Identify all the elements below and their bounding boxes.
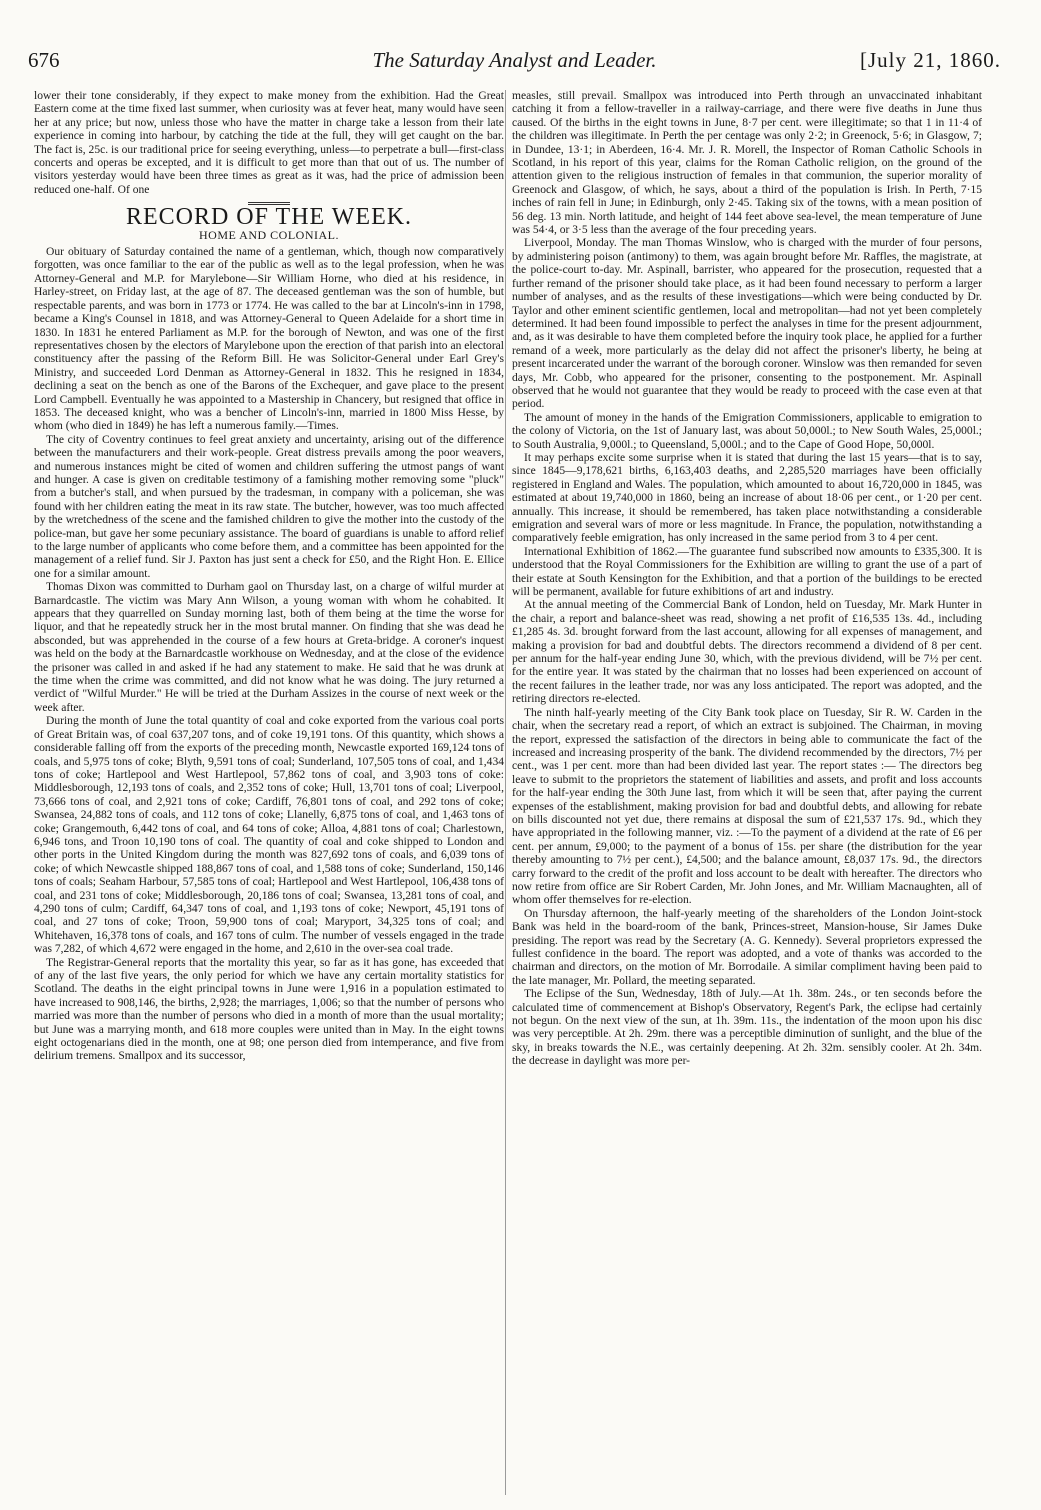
intro-paragraph: lower their tone considerably, if they expect to make money from the exhibition. Had the Great Eastern come at the time fixed last summer, when curiosity was at fever heat, many would have seen her at any price; but now, unless those who have the matter in charge take a lesson from their late experience in coming into harbour, by catching the tide at the full, they will get caught on the bar. The fact is, 25c. is our traditional price for seeing everything, unless—to perpetrate a bull—first-class concerts and operas be excepted, and it is difficult to get more than that out of us. The number of visitors yesterday would have been three times as great as it was, had the price of admission been reduced one-half. Of one bbox=[34, 90, 504, 196]
article-paragraph: Liverpool, Monday. The man Thomas Winslow, who is charged with the murder of four persons, by administering poison (antimony) to them, was again brought before Mr. Raffles, the magistrate, at the police-court to-day. Mr. Aspinall, barrister, who appeared for the prosecution, requested that a further remand of the prisoner should take place, as it had been found necessary to perform a larger number of analyses, and as the results of these investigations—which were being conducted by Dr. Taylor and other eminent scientific gentlemen, local and metropolitan—had not yet been completely determined. It had been found impossible to perfect the analyses in time for the present adjournment, and, as it was desirable to have them completed before the inquiry took place, he applied for a further remand of a week, more particularly as the delay did not affect the prisoner's liberty, he being at present incarcerated under the warrant of the borough coroner. Winslow was then remanded for seven days, Mr. Cobb, who appeared for the prisoner, consenting to the postponement. Mr. Aspinall observed that he would not guarantee that they would be ready to proceed with the case even at that period. bbox=[512, 237, 982, 411]
page-number: 676 bbox=[28, 48, 60, 72]
article-paragraph: The city of Coventry continues to feel great anxiety and uncertainty, arising out of the difference between the manufacturers and their work-people. Great distress prevails among the poor weavers, and numerous instances might be cited of women and children suffering the utmost pangs of want and hunger. A case is given on creditable testimony of a famishing mother removing some "pluck" from a butcher's stall, and when pursued by the tradesman, in company with a policeman, she was found with her children eating the meat in its raw state. The butcher, however, was too much affected by the wretchedness of the scene and the famished children to give the mother into the custody of the police-man, but gave her some pecuniary assistance. The board of guardians is unable to afford relief to the large number of applicants who come before them, and a committee has been appointed for the management of a relief fund. Sir J. Paxton has just sent a check for £50, and the Right Hon. E. Ellice one for a similar amount. bbox=[34, 433, 504, 580]
article-paragraph: International Exhibition of 1862.—The guarantee fund subscribed now amounts to £335,300. It is understood that the Royal Commissioners for the Exhibition are willing to grant the use of a part of their estate at South Kensington for the Exhibition, and that a portion of the buildings to be erected will be permanent, available for future exhibitions of art and industry. bbox=[512, 545, 982, 599]
section-title: RECORD OF THE WEEK. bbox=[125, 204, 413, 231]
section-subtitle: HOME AND COLONIAL. bbox=[199, 227, 339, 242]
article-paragraph: The amount of money in the hands of the Emigration Commissioners, applicable to emigration to the colony of Victoria, on the 1st of January last, was about 50,000l.; to New South Wales, 25,000l.; to South Australia, 9,000l.; to Queensland, 5,000l.; and to the Cape of Good Hope, 50,000l. bbox=[512, 411, 982, 451]
right-column bbox=[512, 90, 982, 1495]
article-paragraph: At the annual meeting of the Commercial Bank of London, held on Tuesday, Mr. Mark Hunter in the chair, a report and balance-sheet was read, showing a net profit of £16,535 13s. 4d., including £1,285 4s. 3d. brought forward from the last account, allowing for all expenses of management, and making a provision for bad and doubtful debts. The directors recommend a dividend of 8 per cent. per annum for the half-year ending June 30, which, with the previous dividend, will be 7½ per cent. for the entire year. It was stated by the chairman that no losses had been experienced on account of the recent failures in the leather trade, nor was any loss anticipated. The report was adopted, and the retiring directors re-elected. bbox=[512, 599, 982, 706]
running-title: The Saturday Analyst and Leader. bbox=[372, 48, 657, 72]
article-paragraph: Our obituary of Saturday contained the name of a gentleman, which, though now comparatively forgotten, was once familiar to the ear of the public as well as to the legal profession, when he was Attorney-General and M.P. for Marylebone—Sir William Horne, who died at his residence, in Harley-street, on Friday last, at the age of 87. The deceased gentleman was the son of humble, but respectable parents, and was born in 1773 or 1774. He was called to the bar at Lincoln's-inn in 1798, became a King's Counsel in 1818, and was Attorney-General to Queen Adelaide for a short time in 1830. In 1831 he entered Parliament as M.P. for the borough of Newton, and was one of the first representatives chosen by the electors of Marylebone upon the erection of that parish into an electoral constituency after the passing of the Reform Bill. He was Solicitor-General under Earl Grey's Ministry, and succeeded Lord Denman as Attorney-General in 1832. This he resigned in 1834, declining a seat on the bench as one of the Barons of the Exchequer, and gave place to the present Lord Campbell. Eventually he was appointed to a Mastership in Chancery, but resigned that office in 1853. The deceased knight, who was a bencher of Lincoln's-inn, married in 1800 Miss Hesse, by whom (who died in 1849) he has left a numerous family.—Times. bbox=[34, 246, 504, 433]
article-paragraph: The ninth half-yearly meeting of the City Bank took place on Tuesday, Sir R. W. Carden in the chair, when the secretary read a report, of which an extract is subjoined. The Chairman, in moving the report, expressed the satisfaction of the directors in being able to communicate the fact of the increased and increasing prosperity of the bank. The dividend recommended by the directors, 7½ per cent., was 1 per cent. more than had been divided last year. The report states :— The directors beg leave to submit to the proprietors the statement of liabilities and assets, and profit and loss accounts for the half-year ending the 30th June last, from which it will be seen that, after paying the current expenses of the establishment, making provision for bad and doubtful debts, and allowing for rebate on bills discounted not yet due, there remains at disposal the sum of £21,537 17s. 9d., which they have appropriated in the following manner, viz. :—To the payment of a dividend at the rate of £6 per cent. per annum, £9,000; to the payment of a bonus of 15s. per share (the distribution for the year thereby amounting to 7½ per cent.), £4,500; and the balance amount, £8,037 17s. 9d., the directors carry forward to the credit of the profit and loss account to be dealt with hereafter. The directors who now retire from office are Sir Robert Carden, Mr. John Jones, and Mr. William Macnaughten, all of whom offer themselves for re-election. bbox=[512, 706, 982, 907]
column-divider bbox=[505, 90, 506, 1495]
article-paragraph: On Thursday afternoon, the half-yearly meeting of the shareholders of the London Joint-stock Bank was held in the board-room of the bank, Princes-street, Mansion-house, Sir James Duke presiding. The report was read by the Secretary (A. G. Kennedy). Several proprietors expressed the fullest confidence in the board. The report was adopted, and a vote of thanks was accorded to the chairman and directors, on the motion of Mr. Borrodaile. A similar compliment having been paid to the late manager, Mr. Pollard, the meeting separated. bbox=[512, 907, 982, 987]
article-paragraph: During the month of June the total quantity of coal and coke exported from the various coal ports of Great Britain was, of coal 637,207 tons, and of coke 19,191 tons. Of this quantity, which shows a considerable falling off from the exports of the preceding month, Newcastle exported 169,124 tons of coals, and 5,975 tons of coke; Blyth, 9,591 tons of coal; Sunderland, 107,505 tons of coal, and 1,434 tons of coke; Hartlepool and West Hartlepool, 57,862 tons of coal, and 3,903 tons of coke: Middlesborough, 12,193 tons of coals, and 2,352 tons of coke; Hull, 13,701 tons of coal; Liverpool, 73,666 tons of coal, and 2,921 tons of coke; Cardiff, 76,801 tons of coal, and 292 tons of coke; Swansea, 24,882 tons of coals, and 112 tons of coke; Llanelly, 6,875 tons of coal, and 1,463 tons of coke; Grangemouth, 6,442 tons of coal, and 64 tons of coke; Alloa, 4,881 tons of coal; Charlestown, 6,946 tons, and Troon 10,190 tons of coal. The quantity of coal and coke shipped to London and other ports in the United Kingdom during the month was 827,692 tons of coals, and 6,039 tons of coke; of which Newcastle shipped 188,867 tons of coal, and 1,588 tons of coke; Sunderland, 150,146 tons of coals; Seaham Harbour, 57,585 tons of coal; Hartlepool and West Hartlepool, 106,438 tons of coal, and 231 tons of coke; Middlesborough, 20,186 tons of coal; Swansea, 13,281 tons of coal, and 4,290 tons of culm; Cardiff, 64,347 tons of coal, and 1,193 tons of coke; Newport, 45,191 tons of coal, and 27 tons of coke; Troon, 59,900 tons of coal; Maryport, 34,325 tons of coal; and Whitehaven, 16,378 tons of coals, and 167 tons of culm. The number of vessels engaged in the trade was 7,282, of which 4,672 were engaged in the home, and 2,610 in the over-sea coal trade. bbox=[34, 715, 504, 956]
article-paragraph: It may perhaps excite some surprise when it is stated that during the last 15 years—that is to say, since 1845—9,178,621 births, 6,163,403 deaths, and 2,285,520 marriages have been officially registered in England and Wales. The population, which amounted to about 16,720,000 in 1845, was estimated at about 19,740,000 in 1860, being an increase of about 18·06 per cent., or 1·20 per cent. annually. This increase, it should be remembered, has taken place notwithstanding a considerable emigration and several wars of more or less magnitude. In France, the population, notwithstanding a comparatively feeble emigration, has only increased in the same period from 3 to 4 per cent. bbox=[512, 451, 982, 545]
article-paragraph: The Registrar-General reports that the mortality this year, so far as it has gone, has exceeded that of any of the last five years, the only period for which we have any certain mortality statistics for Scotland. The deaths in the eight principal towns in June were 1,916 in a population estimated to have increased to 908,146, the births, 2,928; the marriages, 1,006; so that the number of persons who married was more than the number of persons who died in a month of more than the usual mortality; but June was a marrying month, and 618 more couples were united than in May. In the eight towns eight octogenarians died in the month, one at 98; one person died from intemperance, and five from delirium tremens. Smallpox and its successor, bbox=[34, 956, 504, 1063]
article-paragraph: measles, still prevail. Smallpox was introduced into Perth through an unvaccinated inhabitant catching it from a fellow-traveller in a railway-carriage, and there were five deaths in June thus caused. Of the births in the eight towns in June, 8·7 per cent. were illegitimate; so that 1 in 11·4 of the children was illegitimate. In Perth the per centage was only 2·2; in Greenock, 5·6; in Glasgow, 7; in Dundee, 13·1; in Aberdeen, 16·4. Mr. J. R. Morell, the Inspector of Roman Catholic Schools in Scotland, in his report of this year, claims for the Roman Catholic religion, on the ground of the attention given to the religious instruction of females in that communion, the superior morality of Greenock and Glasgow, of which, he says, about a third of the population is Irish. In Perth, 7·15 inches of rain fell in June; in Edinburgh, only 2·45. Taking six of the towns, with a mean position of 56 deg. 13 min. North latitude, and height of 144 feet above sea-level, the mean temperature of June was 54·4, or 3·5 less than the average of the four preceding years. bbox=[512, 90, 982, 237]
issue-date: [July 21, 1860. bbox=[860, 48, 1001, 72]
article-paragraph: Thomas Dixon was committed to Durham gaol on Thursday last, on a charge of wilful murder at Barnardcastle. The victim was Mary Ann Wilson, a young woman with whom he cohabited. It appears that they quarrelled on Sunday morning last, both of them being at the time the worse for liquor, and that he repeatedly struck her in the most brutal manner. On finding that she was dead he absconded, but was apprehended in the course of a few hours at Greta-bridge. A coroner's inquest was held on the body at the Barnardcastle workhouse on Wednesday, and at the close of the evidence the prisoner was called in and asked if he had any statement to make. He said that he was drunk at the time when the crime was committed, and did not know what he was doing. The jury returned a verdict of "Wilful Murder." He will be tried at the Durham Assizes in the course of next week or the week after. bbox=[34, 581, 504, 714]
article-paragraph: The Eclipse of the Sun, Wednesday, 18th of July.—At 1h. 38m. 24s., or ten seconds before the calculated time of commencement at Bishop's Observatory, Regent's Park, the eclipse had certainly not begun. On the next view of the sun, at 1h. 39m. 11s., the indentation of the moon upon his disc was very perceptible. At 2h. 29m. there was a perceptible diminution of sunlight, and the blue of the sky, in breaks towards the N.E., was certainly deepening. At 2h. 32m. sensibly cooler. At 2h. 34m. the decrease in daylight was more per- bbox=[512, 988, 982, 1068]
left-column bbox=[34, 90, 504, 1495]
page-header bbox=[28, 44, 1001, 80]
